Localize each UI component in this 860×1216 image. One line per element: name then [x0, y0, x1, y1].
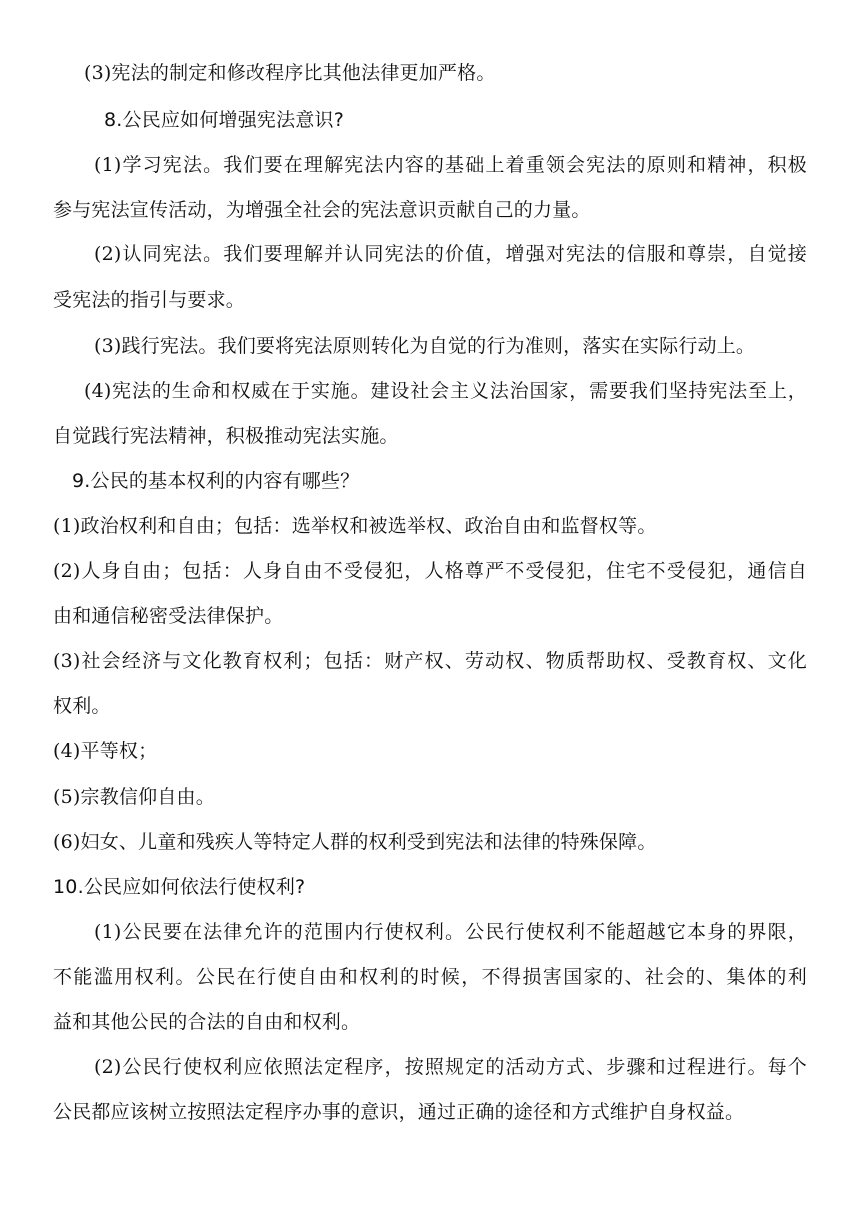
text-line: (1)公民要在法律允许的范围内行使权利。公民行使权利不能超越它本身的界限， [94, 921, 807, 943]
text-line: (1)学习宪法。我们要在理解宪法内容的基础上着重领会宪法的原则和精神，积极 [94, 154, 807, 176]
text-line: 由和通信秘密受法律保护。 [53, 605, 284, 627]
text-line: (1)政治权利和自由；包括：选举权和被选举权、政治自由和监督权等。 [53, 515, 657, 537]
text-line: 参与宪法宣传活动，为增强全社会的宪法意识贡献自己的力量。 [53, 199, 591, 221]
text-line: (6)妇女、儿童和残疾人等特定人群的权利受到宪法和法律的特殊保障。 [53, 831, 657, 853]
text-line: 益和其他公民的合法的自由和权利。 [53, 1011, 361, 1033]
text-line: 公民都应该树立按照法定程序办事的意识，通过正确的途径和方式维护自身权益。 [53, 1101, 745, 1123]
text-line: 不能滥用权利。公民在行使自由和权利的时候，不得损害国家的、社会的、集体的利 [53, 966, 807, 988]
text-line: 自觉践行宪法精神，积极推动宪法实施。 [53, 425, 399, 447]
text-line: 受宪法的指引与要求。 [53, 289, 246, 311]
section-heading: 9.公民的基本权利的内容有哪些？ [72, 470, 360, 492]
section-heading: 8.公民应如何增强宪法意识? [104, 109, 345, 131]
text-line: 权利。 [53, 695, 111, 717]
text-line: (2)认同宪法。我们要理解并认同宪法的价值，增强对宪法的信服和尊崇，自觉接 [94, 243, 807, 265]
section-heading: 10.公民应如何依法行使权利? [53, 876, 306, 898]
text-line: (3)宪法的制定和修改程序比其他法律更加严格。 [84, 62, 496, 84]
text-line: (4)平等权； [53, 740, 158, 762]
text-line: (3)践行宪法。我们要将宪法原则转化为自觉的行为准则，落实在实际行动上。 [94, 335, 756, 357]
text-line: (4)宪法的生命和权威在于实施。建设社会主义法治国家，需要我们坚持宪法至上， [84, 380, 807, 402]
text-line: (2)公民行使权利应依照法定程序，按照规定的活动方式、步骤和过程进行。每个 [94, 1056, 807, 1078]
text-line: (2)人身自由；包括：人身自由不受侵犯，人格尊严不受侵犯，住宅不受侵犯，通信自 [53, 560, 807, 582]
text-line: (3)社会经济与文化教育权利；包括：财产权、劳动权、物质帮助权、受教育权、文化 [53, 650, 807, 672]
text-line: (5)宗教信仰自由。 [53, 786, 215, 808]
